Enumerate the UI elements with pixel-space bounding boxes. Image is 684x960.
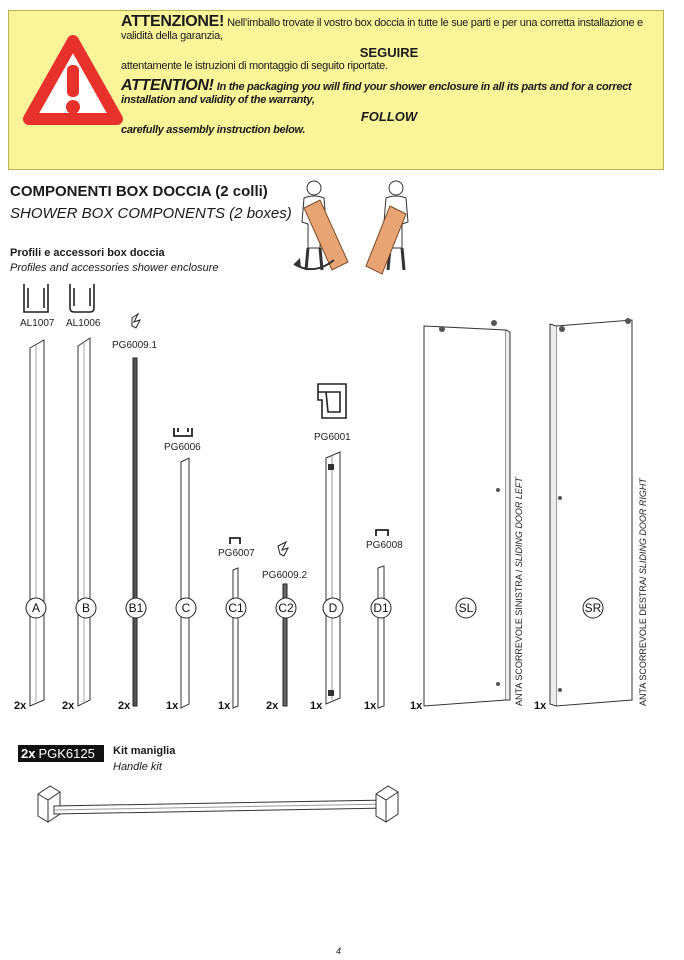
part-code-b1: PG6009.1 [112,340,158,351]
warning-box [8,10,664,170]
part-a [14,284,55,712]
glass-panel-sr [556,320,632,706]
handle-kit-code: PGK6125 [38,746,95,761]
warning-text2-it: attentamente le istruzioni di montaggio di seguito riportate. [121,60,388,72]
part-letter-c1: C1 [228,601,244,615]
handle-kit-title-it: Kit maniglia [113,745,176,757]
part-letter-c: C [181,601,191,615]
part-code-c1: PG6007 [218,548,255,559]
profile-bar-c1 [233,568,238,708]
part-code-c2: PG6009.2 [262,570,308,581]
door-qty-sr: 1x [534,700,547,712]
part-c2 [262,542,307,712]
door-letter-sr: SR [584,601,602,615]
warning-text [121,15,657,137]
warning-heading-en: ATTENTION! [121,77,214,94]
handle-kit-badge [18,745,104,762]
part-code-c: PG6006 [164,442,201,453]
part-letter-b: B [81,601,91,615]
door-letter-sl: SL [458,601,474,615]
warning-follow-it: SEGUIRE [359,45,419,60]
part-c [164,428,201,712]
profiles-title-it: Profili e accessori box doccia [10,247,165,259]
part-b1 [112,314,157,712]
profile-bar-c [181,458,189,708]
part-letter-d: D [328,601,338,615]
page-number: 4 [336,946,342,956]
handle-kit-qty: 2x [21,746,36,761]
part-qty-b: 2x [62,700,75,712]
seal-bar-b1 [133,358,137,706]
warning-text2-en: carefully assembly instruction below. [121,124,306,136]
components-title-en: SHOWER BOX COMPONENTS (2 boxes) [10,205,292,222]
profile-bar-d1 [378,566,384,708]
handle-kit-title-en: Handle kit [113,761,162,773]
part-d1 [364,530,403,712]
profile-section-al1006 [70,284,94,312]
part-qty-d: 1x [310,700,323,712]
glass-panel-sl [424,326,506,706]
handle-bar-illustration [30,778,410,838]
part-qty-b1: 2x [118,700,131,712]
part-letter-a: A [31,601,41,615]
part-letter-c2: C2 [278,601,294,615]
part-code-a: AL1007 [20,318,55,329]
profile-bar-a [30,340,44,706]
door-sl [410,320,524,712]
door-label-sl: ANTA SCORREVOLE SINISTRA / SLIDING DOOR LEFT [514,477,524,706]
warning-heading-it: ATTENZIONE! [121,13,225,30]
door-qty-sl: 1x [410,700,423,712]
part-qty-c2: 2x [266,700,279,712]
part-letter-b1: B1 [128,601,144,615]
warning-text-it: Nell’imballo trovate il vostro box doccia in tutte le sue parti e per una corretta installazione e validità della garanzia, [121,17,643,42]
two-person-carry-illustration [290,178,420,282]
part-c1 [218,538,255,712]
part-b [62,284,101,712]
profile-section-pg6008 [376,530,388,536]
part-code-d1: PG6008 [366,540,403,551]
profile-section-al1007 [24,284,48,312]
components-drawing [0,280,684,720]
part-qty-d1: 1x [364,700,377,712]
door-sr [534,318,648,712]
part-qty-c: 1x [166,700,179,712]
profile-section-pg6006 [174,428,192,436]
door-label-sr: ANTA SCORREVOLE DESTRA/ SLIDING DOOR RIGHT [638,478,648,706]
profile-bar-d [326,452,340,704]
part-code-b: AL1006 [66,318,101,329]
seal-section-pg60091 [132,314,140,328]
profile-section-pg6001 [318,384,346,418]
part-letter-d1: D1 [373,601,389,615]
part-d [310,384,351,712]
part-code-d: PG6001 [314,432,351,443]
profiles-title-en: Profiles and accessories shower enclosure [10,262,219,274]
warning-text-en: In the packaging you will find your shower enclosure in all its parts and for a correct installation and validity of the warranty, [121,81,632,106]
warning-triangle-icon [23,35,123,127]
warning-follow-en: FOLLOW [360,109,418,124]
part-qty-c1: 1x [218,700,231,712]
part-qty-a: 2x [14,700,27,712]
components-title-it: COMPONENTI BOX DOCCIA (2 colli) [10,183,268,200]
seal-section-pg60092 [278,542,288,556]
profile-section-pg6007 [230,538,240,544]
